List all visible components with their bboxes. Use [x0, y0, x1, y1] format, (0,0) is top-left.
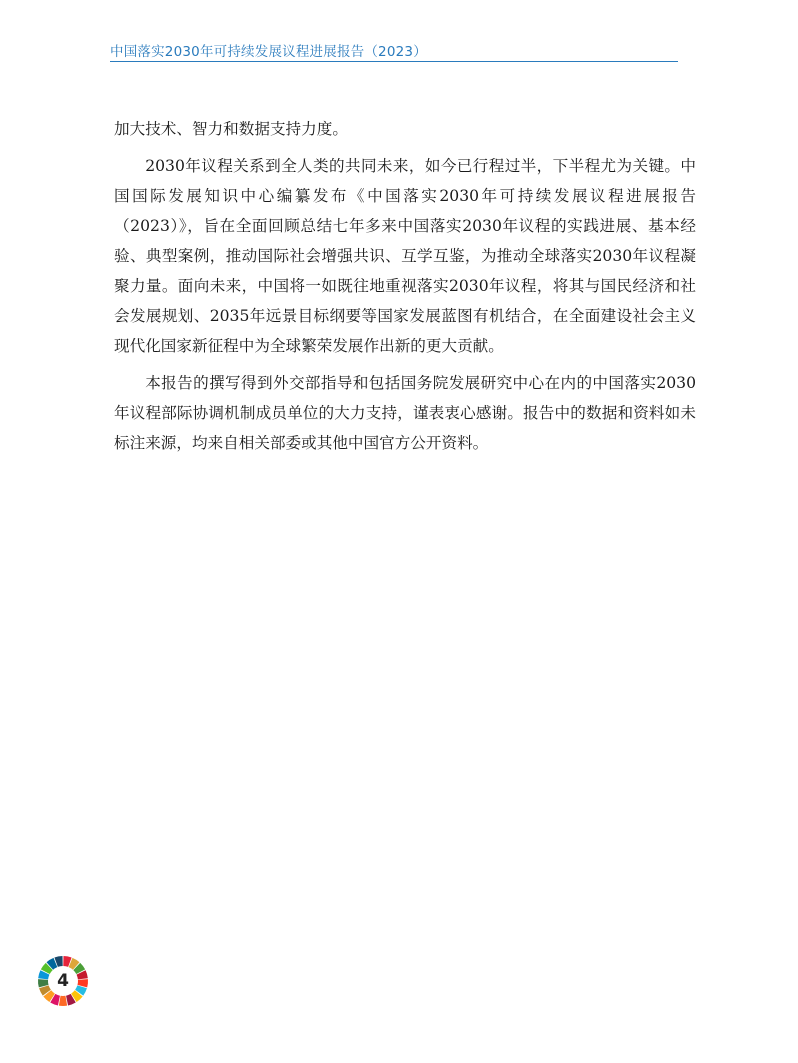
paragraph-1: 加大技术、智力和数据支持力度。 — [114, 120, 348, 138]
paragraph-3: 本报告的撰写得到外交部指导和包括国务院发展研究中心在内的中国落实2030年议程部际协调机制成员单位的大力支持，谨表衷心感谢。报告中的数据和资料如未标注来源，均来自相关部委或其他中国官方公开资料。 — [114, 374, 696, 452]
running-header: 中国落实2030年可持续发展议程进展报告（2023） — [110, 44, 427, 60]
body-text — [114, 114, 696, 465]
page-number: 4 — [57, 971, 69, 991]
paragraph-2: 2030年议程关系到全人类的共同未来，如今已行程过半，下半程尤为关键。中国国际发展知识中心编纂发布《中国落实2030年可持续发展议程进展报告（2023）》，旨在全面回顾总结七年多来中国落实2030年议程的实践进展、基本经验、典型案例，推动国际社会增强共识、互学互鉴，为推动全球落实2030年议程凝聚力量。面向未来，中国将一如既往地重视落实2030年议程，将其与国民经济和社会发展规划、2035年远景目标纲要等国家发展蓝图有机结合，在全面建设社会主义现代化国家新征程中为全球繁荣发展作出新的更大贡献。 — [114, 157, 696, 355]
header-rule — [110, 61, 678, 62]
